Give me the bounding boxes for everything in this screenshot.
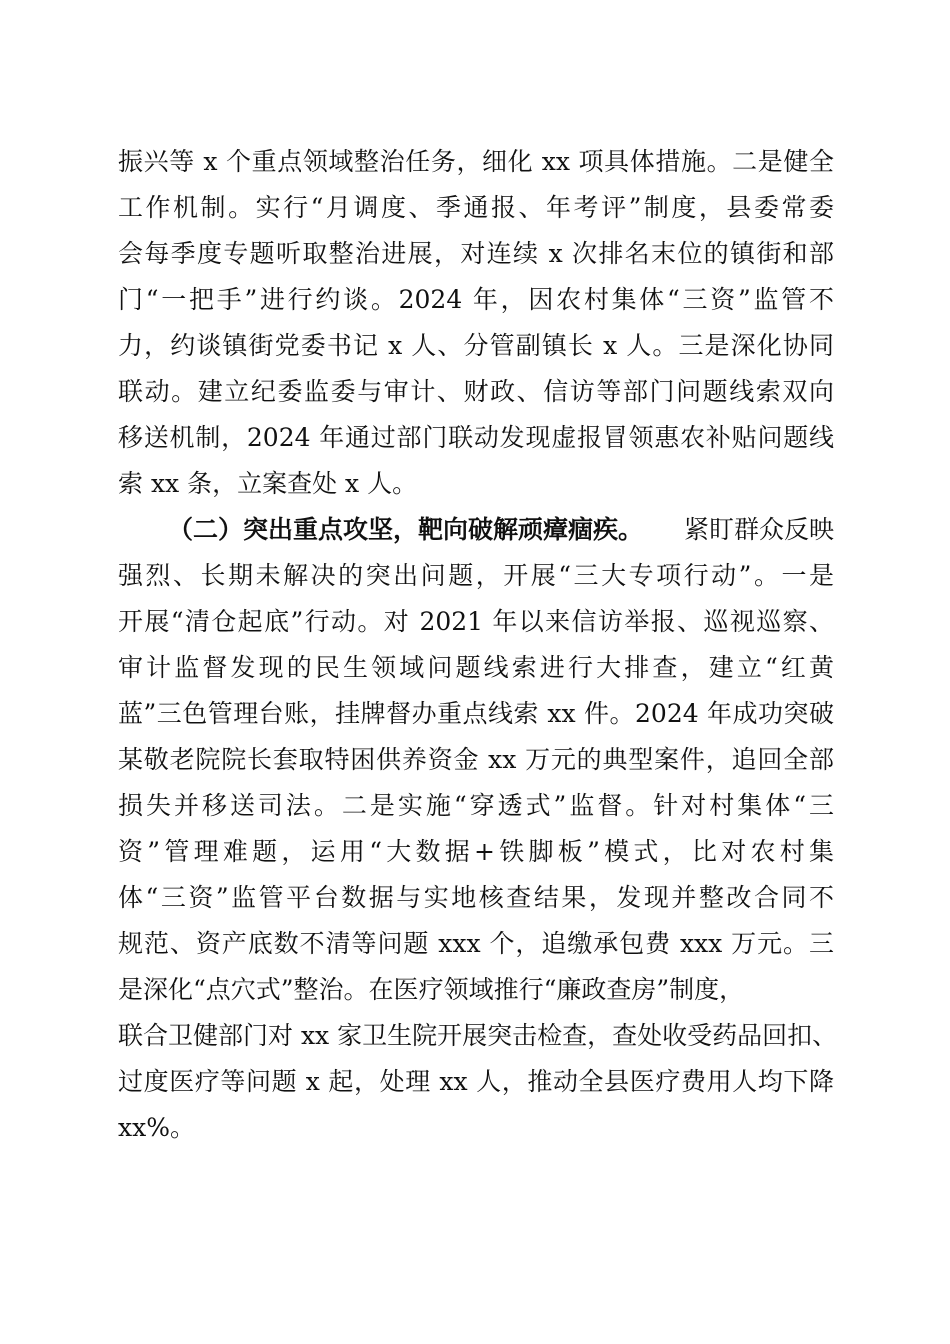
paragraph-2-line-3: 开展“清仓起底”行动。对 2021 年以来信访举报、巡视巡察、 bbox=[118, 607, 834, 636]
paragraph-1-line-1: 振兴等 x 个重点领域整治任务，细化 xx 项具体措施。二是健全 bbox=[118, 147, 834, 176]
paragraph-1-line-8: 索 xx 条，立案查处 x 人。 bbox=[118, 469, 418, 498]
paragraph-2-line-4: 审计监督发现的民生领域问题线索进行大排查，建立“红黄 bbox=[118, 653, 834, 682]
paragraph-1-line-2: 工作机制。实行“月调度、季通报、年考评”制度，县委常委 bbox=[118, 193, 834, 222]
paragraph-1-line-7: 移送机制，2024 年通过部门联动发现虚报冒领惠农补贴问题线 bbox=[118, 423, 834, 452]
paragraph-1-line-4: 门“一把手”进行约谈。2024 年，因农村集体“三资”监管不 bbox=[118, 285, 834, 314]
paragraph-1-line-3: 会每季度专题听取整治进展，对连续 x 次排名末位的镇街和部 bbox=[118, 239, 834, 268]
section-heading: （二）突出重点攻坚，靶向破解顽瘴痼疾。 bbox=[168, 515, 644, 544]
paragraph-2-line-8: 资”管理难题，运用“大数据+铁脚板”模式，比对农村集 bbox=[118, 837, 834, 866]
paragraph-2-line-11: 是深化“点穴式”整治。在医疗领域推行“廉政查房”制度， bbox=[118, 975, 745, 1004]
paragraph-2-line-12: 联合卫健部门对 xx 家卫生院开展突击检查，查处收受药品回扣、 bbox=[118, 1021, 838, 1050]
paragraph-2-line-10: 规范、资产底数不清等问题 xxx 个，追缴承包费 xxx 万元。三 bbox=[118, 929, 834, 958]
paragraph-2-line-5: 蓝”三色管理台账，挂牌督办重点线索 xx 件。2024 年成功突破 bbox=[118, 699, 834, 728]
paragraph-2-line-7: 损失并移送司法。二是实施“穿透式”监督。针对村集体“三 bbox=[118, 791, 834, 820]
paragraph-2-line-13: 过度医疗等问题 x 起，处理 xx 人，推动全县医疗费用人均下降 bbox=[118, 1067, 834, 1096]
heading-trailing-text: 紧盯群众反映 bbox=[683, 515, 834, 544]
paragraph-1-line-5: 力，约谈镇街党委书记 x 人、分管副镇长 x 人。三是深化协同 bbox=[118, 331, 834, 360]
paragraph-1-line-6: 联动。建立纪委监委与审计、财政、信访等部门问题线索双向 bbox=[118, 377, 834, 406]
paragraph-2-line-14: xx%。 bbox=[118, 1113, 195, 1142]
paragraph-2-line-9: 体“三资”监管平台数据与实地核查结果，发现并整改合同不 bbox=[118, 883, 834, 912]
paragraph-2-line-2: 强烈、长期未解决的突出问题，开展“三大专项行动”。一是 bbox=[118, 561, 834, 590]
paragraph-2-line-6: 某敬老院院长套取特困供养资金 xx 万元的典型案件，追回全部 bbox=[118, 745, 834, 774]
paragraph-2-line-1 bbox=[168, 510, 834, 550]
